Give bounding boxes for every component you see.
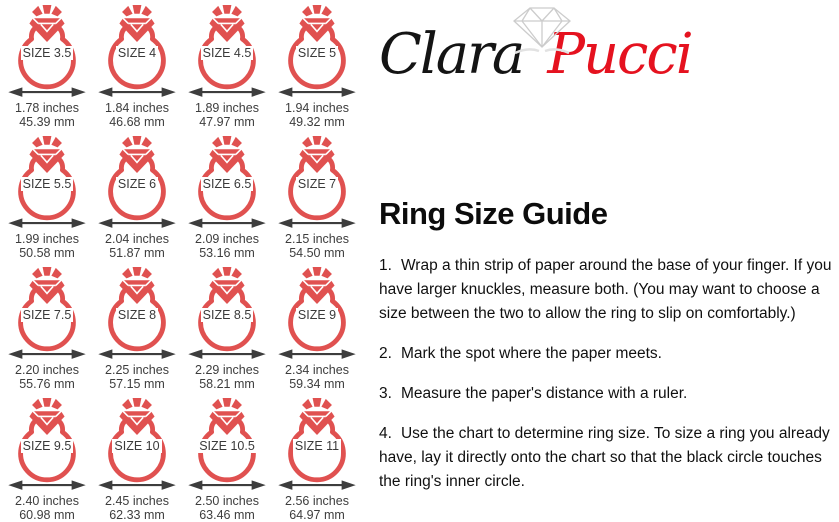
ring-illustration xyxy=(3,267,91,362)
ring-mm: 62.33 mm xyxy=(109,508,165,522)
ring-illustration xyxy=(273,136,361,231)
ring-mm: 59.34 mm xyxy=(289,377,345,391)
ring-inches: 2.04 inches xyxy=(105,232,169,246)
ring-icon xyxy=(273,5,361,100)
ring-icon xyxy=(93,136,181,231)
ring-inches: 2.50 inches xyxy=(195,494,259,508)
ring-icon xyxy=(93,5,181,100)
ring-measurements xyxy=(195,232,259,260)
ring-icon xyxy=(183,398,271,493)
gem-icon xyxy=(313,267,322,276)
instruction-text: Mark the spot where the paper meets. xyxy=(400,345,662,363)
ring-inches: 1.89 inches xyxy=(195,101,259,115)
ring-icon xyxy=(273,136,361,231)
ring-icon xyxy=(3,398,91,493)
ring-size-label: SIZE 7 xyxy=(297,177,337,191)
ring-inches: 1.84 inches xyxy=(105,101,169,115)
ring-size-cell xyxy=(182,136,272,260)
ring-illustration xyxy=(3,136,91,231)
instruction-item xyxy=(379,342,835,366)
gem-icon xyxy=(43,267,52,276)
ring-mm: 46.68 mm xyxy=(109,115,165,129)
ring-illustration xyxy=(93,136,181,231)
gem-icon xyxy=(133,267,142,276)
ring-measurements xyxy=(285,494,349,522)
gem-icon xyxy=(43,398,52,407)
ring-size-cell xyxy=(272,267,362,391)
ring-illustration xyxy=(183,136,271,231)
ring-mm: 64.97 mm xyxy=(289,508,345,522)
ring-measurements xyxy=(195,363,259,391)
ring-size-label: SIZE 10.5 xyxy=(199,439,255,453)
ring-mm: 58.21 mm xyxy=(199,377,255,391)
ring-size-label: SIZE 4.5 xyxy=(202,46,252,60)
ring-inches: 1.94 inches xyxy=(285,101,349,115)
instruction-list xyxy=(379,254,835,494)
gem-icon xyxy=(223,5,232,14)
ring-measurements xyxy=(105,101,169,129)
ring-mm: 49.32 mm xyxy=(289,115,345,129)
instruction-text: Wrap a thin strip of paper around the base of your finger. If you have larger knuckles, measure both. (You may want to choose a size between the two to allow the ring to slip on comfortably.) xyxy=(379,257,832,323)
ring-measurements xyxy=(15,101,79,129)
ring-size-cell xyxy=(272,136,362,260)
ring-mm: 45.39 mm xyxy=(19,115,75,129)
ring-inches: 2.20 inches xyxy=(15,363,79,377)
ring-size-cell xyxy=(2,136,92,260)
ring-illustration xyxy=(93,267,181,362)
ring-icon xyxy=(93,267,181,362)
ring-icon xyxy=(3,5,91,100)
ring-size-label: SIZE 8 xyxy=(117,308,157,322)
page-title: Ring Size Guide xyxy=(379,196,608,231)
instruction-item xyxy=(379,254,835,326)
ring-size-label: SIZE 10 xyxy=(114,439,160,453)
ring-mm: 51.87 mm xyxy=(109,246,165,260)
ring-size-label: SIZE 11 xyxy=(294,439,340,453)
ring-mm: 60.98 mm xyxy=(19,508,75,522)
ring-measurements xyxy=(15,232,79,260)
ring-mm: 50.58 mm xyxy=(19,246,75,260)
brand-name-second: Pucci xyxy=(547,22,692,87)
gem-icon xyxy=(223,136,232,145)
instruction-number: 1. xyxy=(379,257,392,274)
gem-icon xyxy=(43,136,52,145)
ring-inches: 2.56 inches xyxy=(285,494,349,508)
ring-size-cell xyxy=(92,398,182,522)
ring-size-cell xyxy=(182,5,272,129)
ring-measurements xyxy=(105,232,169,260)
instruction-text: Measure the paper's distance with a ruler. xyxy=(400,385,688,403)
brand-name-first: Clara xyxy=(379,22,524,87)
ring-mm: 55.76 mm xyxy=(19,377,75,391)
ring-size-cell xyxy=(92,136,182,260)
ring-mm: 54.50 mm xyxy=(289,246,345,260)
ring-measurements xyxy=(105,494,169,522)
ring-inches: 1.99 inches xyxy=(15,232,79,246)
ring-inches: 1.78 inches xyxy=(15,101,79,115)
gem-icon xyxy=(43,5,52,14)
ring-inches: 2.40 inches xyxy=(15,494,79,508)
brand-wordmark xyxy=(379,6,835,87)
ring-size-label: SIZE 5 xyxy=(297,46,337,60)
ring-inches: 2.34 inches xyxy=(285,363,349,377)
ring-measurements xyxy=(195,101,259,129)
ring-measurements xyxy=(195,494,259,522)
instruction-item xyxy=(379,422,835,494)
ring-icon xyxy=(273,398,361,493)
ring-size-label: SIZE 8.5 xyxy=(202,308,252,322)
instruction-item xyxy=(379,382,835,406)
ring-mm: 47.97 mm xyxy=(199,115,255,129)
ring-size-label: SIZE 9.5 xyxy=(22,439,72,453)
ring-size-label: SIZE 4 xyxy=(117,46,157,60)
ring-inches: 2.29 inches xyxy=(195,363,259,377)
ring-size-label: SIZE 3.5 xyxy=(22,46,72,60)
ring-mm: 63.46 mm xyxy=(199,508,255,522)
diamond-outline-icon xyxy=(511,4,573,58)
ring-illustration xyxy=(93,398,181,493)
info-panel xyxy=(379,6,835,510)
gem-icon xyxy=(133,5,142,14)
ring-icon xyxy=(3,136,91,231)
ring-illustration xyxy=(183,5,271,100)
ring-measurements xyxy=(105,363,169,391)
ring-size-cell xyxy=(2,267,92,391)
ring-icon xyxy=(273,267,361,362)
ring-size-label: SIZE 5.5 xyxy=(22,177,72,191)
ring-inches: 2.09 inches xyxy=(195,232,259,246)
ring-icon xyxy=(3,267,91,362)
ring-measurements xyxy=(285,232,349,260)
ring-illustration xyxy=(183,267,271,362)
ring-measurements xyxy=(15,363,79,391)
ring-illustration xyxy=(3,398,91,493)
ring-size-cell xyxy=(182,267,272,391)
ring-inches: 2.45 inches xyxy=(105,494,169,508)
ring-mm: 53.16 mm xyxy=(199,246,255,260)
ring-illustration xyxy=(93,5,181,100)
ring-size-cell xyxy=(2,398,92,522)
instruction-number: 4. xyxy=(379,425,392,443)
ring-size-cell xyxy=(272,5,362,129)
ring-inches: 2.15 inches xyxy=(285,232,349,246)
ring-size-cell xyxy=(92,5,182,129)
ring-size-cell xyxy=(92,267,182,391)
gem-icon xyxy=(223,267,232,276)
ring-illustration xyxy=(273,398,361,493)
ring-illustration xyxy=(3,5,91,100)
ring-icon xyxy=(183,267,271,362)
gem-icon xyxy=(313,136,322,145)
ring-size-label: SIZE 6 xyxy=(117,177,157,191)
gem-icon xyxy=(313,398,322,407)
brand-logo xyxy=(379,6,835,96)
instruction-number: 2. xyxy=(379,345,392,363)
ring-size-label: SIZE 6.5 xyxy=(202,177,252,191)
ring-measurements xyxy=(285,101,349,129)
ring-inches: 2.25 inches xyxy=(105,363,169,377)
ring-illustration xyxy=(183,398,271,493)
ring-size-cell xyxy=(2,5,92,129)
instruction-number: 3. xyxy=(379,385,392,403)
ring-icon xyxy=(183,136,271,231)
ring-size-label: SIZE 7.5 xyxy=(22,308,72,322)
ring-size-cell xyxy=(272,398,362,522)
gem-icon xyxy=(133,398,142,407)
gem-icon xyxy=(133,136,142,145)
ring-icon xyxy=(183,5,271,100)
ring-size-cell xyxy=(182,398,272,522)
instruction-text: Use the chart to determine ring size. To size a ring you already have, lay it directly onto the chart so that the black circle touches the ring's inner circle. xyxy=(379,425,830,491)
ring-icon xyxy=(93,398,181,493)
gem-icon xyxy=(313,5,322,14)
ring-measurements xyxy=(285,363,349,391)
ring-size-label: SIZE 9 xyxy=(297,308,337,322)
gem-icon xyxy=(223,398,232,407)
ring-size-grid xyxy=(2,5,370,522)
ring-mm: 57.15 mm xyxy=(109,377,165,391)
ring-measurements xyxy=(15,494,79,522)
ring-illustration xyxy=(273,5,361,100)
ring-illustration xyxy=(273,267,361,362)
